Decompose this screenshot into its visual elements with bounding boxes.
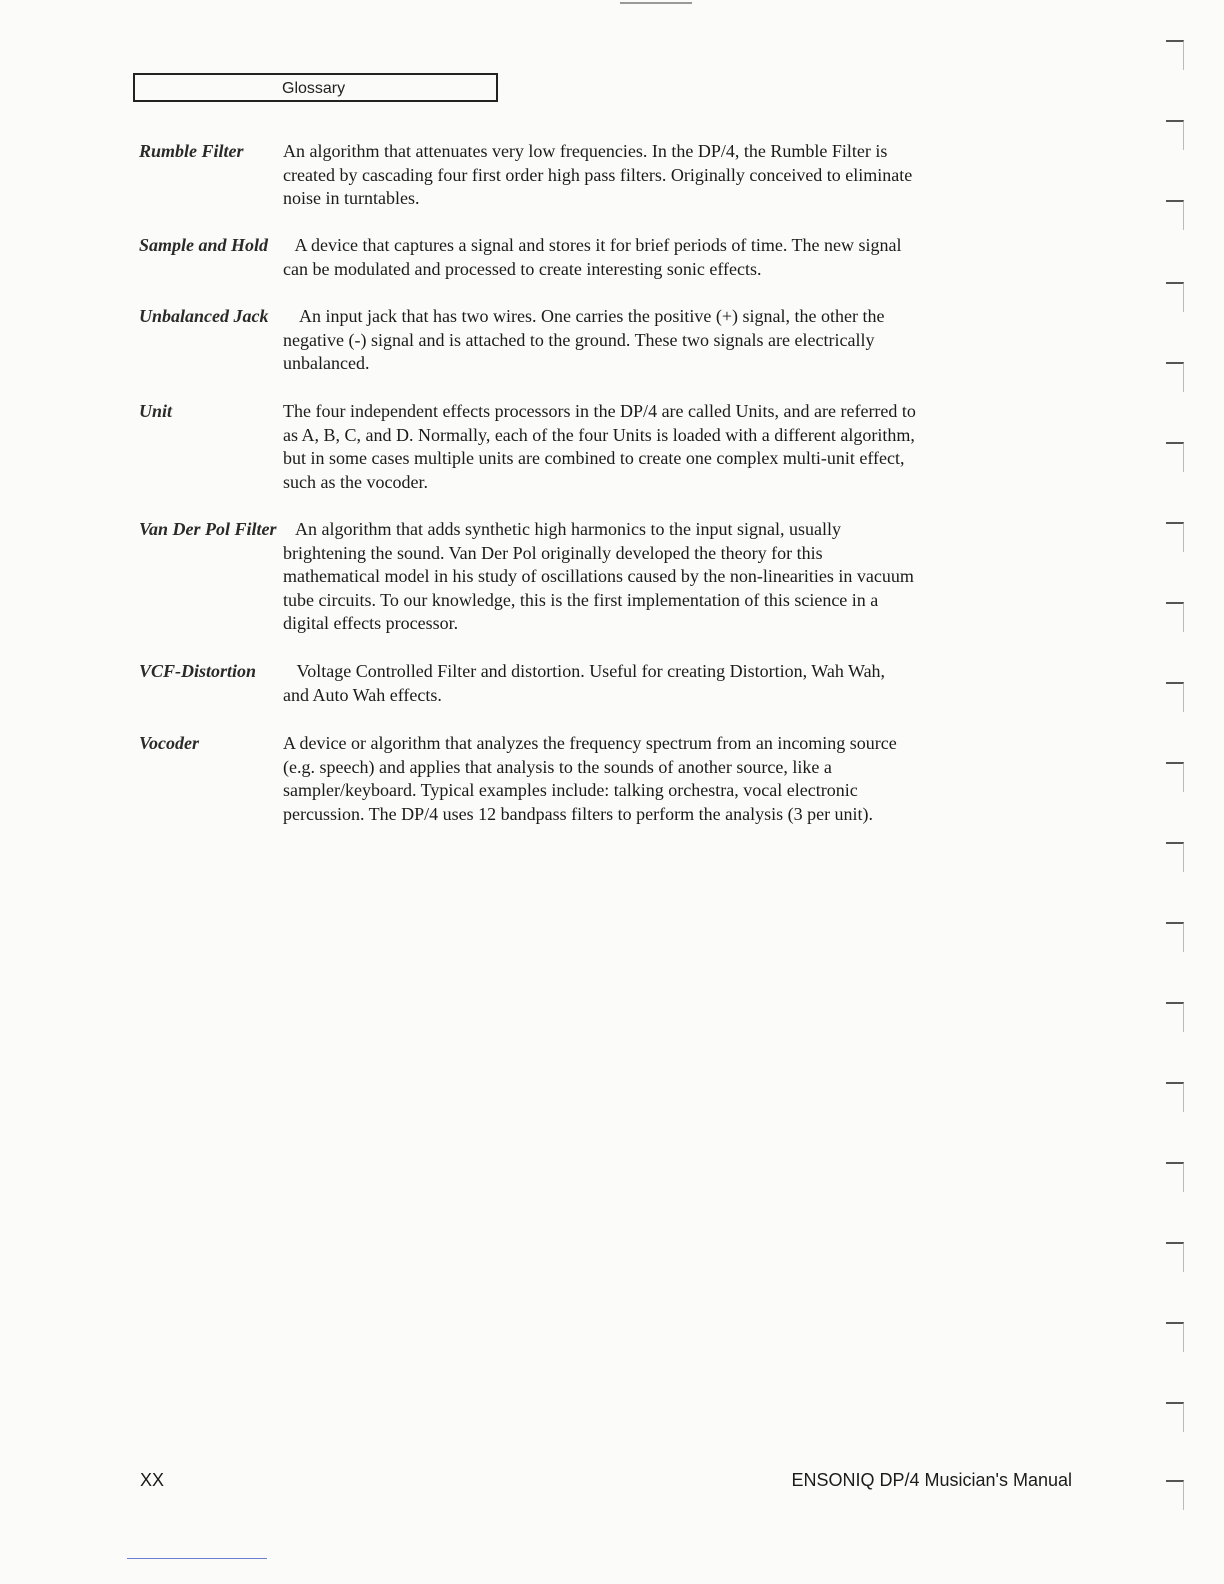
definition-line: Voltage Controlled Filter and distortion. Useful for creating Distortion, Wah Wah, xyxy=(296,661,886,681)
binder-tab-mark xyxy=(1166,602,1184,632)
definition-line: brightening the sound. Van Der Pol originally developed the theory for this xyxy=(283,542,823,563)
definition-line: sampler/keyboard. Typical examples include: talking orchestra, vocal electronic xyxy=(283,780,858,801)
definition-line: A device or algorithm that analyzes the frequency spectrum from an incoming source xyxy=(283,733,897,753)
definition-line: created by cascading four first order high pass filters. Originally conceived to eliminate xyxy=(283,164,913,185)
section-title: Glossary xyxy=(282,80,346,97)
definition-line: can be modulated and processed to create interesting sonic effects. xyxy=(283,258,762,279)
glossary-definition xyxy=(283,140,1069,211)
binder-tab-mark xyxy=(1166,200,1184,230)
binder-tab-mark xyxy=(1166,922,1184,952)
glossary-entry-rumble-filter xyxy=(139,140,1069,211)
glossary-entry-unbalanced-jack xyxy=(139,305,1069,376)
binder-tab-mark xyxy=(1166,1162,1184,1192)
definition-line: An algorithm that adds synthetic high harmonics to the input signal, usually xyxy=(295,519,841,539)
binder-tab-mark xyxy=(1166,1480,1184,1510)
binder-tab-mark xyxy=(1166,120,1184,150)
binder-tab-mark xyxy=(1166,362,1184,392)
glossary-definition xyxy=(283,732,1069,826)
binder-tab-mark xyxy=(1166,842,1184,872)
glossary-term: Van Der Pol Filter xyxy=(139,519,277,539)
binder-tab-mark xyxy=(1166,1082,1184,1112)
definition-line: mathematical model in his study of oscillations caused by the non-linearities in vacuum xyxy=(283,566,914,587)
definition-line: (e.g. speech) and applies that analysis to the sounds of another source, like a xyxy=(283,756,832,777)
definition-line: percussion. The DP/4 uses 12 bandpass filters to perform the analysis (3 per unit). xyxy=(283,803,874,824)
definition-line: An algorithm that attenuates very low frequencies. In the DP/4, the Rumble Filter is xyxy=(283,141,888,161)
binder-tab-mark xyxy=(1166,442,1184,472)
binder-tab-mark xyxy=(1166,762,1184,792)
definition-line: noise in turntables. xyxy=(283,188,420,209)
glossary-term: Unit xyxy=(139,401,173,421)
definition-line: digital effects processor. xyxy=(283,613,459,634)
scan-artifact-line xyxy=(127,1558,267,1559)
definition-line: unbalanced. xyxy=(283,353,370,374)
definition-line: The four independent effects processors in the DP/4 are called Units, and are referred to xyxy=(283,401,916,421)
page-number: XX xyxy=(140,1470,165,1490)
definition-line: An input jack that has two wires. One carries the positive (+) signal, the other the xyxy=(299,306,885,326)
binder-tab-mark xyxy=(1166,682,1184,712)
manual-title: ENSONIQ DP/4 Musician's Manual xyxy=(791,1470,1072,1490)
glossary-term: Vocoder xyxy=(139,733,199,753)
glossary-entry-sample-and-hold xyxy=(139,234,1069,281)
definition-line: but in some cases multiple units are combined to create one complex multi-unit effect, xyxy=(283,448,905,469)
scan-artifact xyxy=(620,2,692,4)
glossary-term: Sample and Hold xyxy=(139,235,269,255)
binder-tab-mark xyxy=(1166,1002,1184,1032)
definition-line: as A, B, C, and D. Normally, each of the four Units is loaded with a different algorithm, xyxy=(283,424,915,445)
definition-line: such as the vocoder. xyxy=(283,471,428,492)
binder-tab-mark xyxy=(1166,1402,1184,1432)
glossary-entry-unit xyxy=(139,400,1069,494)
glossary-term: Rumble Filter xyxy=(139,141,244,161)
definition-line: A device that captures a signal and stores it for brief periods of time. The new signal xyxy=(294,235,902,255)
definition-line: negative (-) signal and is attached to the ground. These two signals are electrically xyxy=(283,329,875,350)
glossary-definition xyxy=(283,400,1069,494)
binder-tab-mark xyxy=(1166,1322,1184,1352)
binder-tab-mark xyxy=(1166,282,1184,312)
glossary-term: Unbalanced Jack xyxy=(139,306,269,326)
binder-tab-mark xyxy=(1166,1242,1184,1272)
glossary-term: VCF-Distortion xyxy=(139,661,257,681)
section-header-box xyxy=(133,73,498,102)
binder-tab-mark xyxy=(1166,40,1184,70)
binder-tab-mark xyxy=(1166,522,1184,552)
definition-line: tube circuits. To our knowledge, this is the first implementation of this science in a xyxy=(283,589,879,610)
glossary-entry-vocoder xyxy=(139,732,1069,826)
glossary-entry-vcf-distortion xyxy=(139,660,1069,707)
definition-line: and Auto Wah effects. xyxy=(283,684,442,705)
glossary-entry-van-der-pol-filter xyxy=(139,518,1069,636)
